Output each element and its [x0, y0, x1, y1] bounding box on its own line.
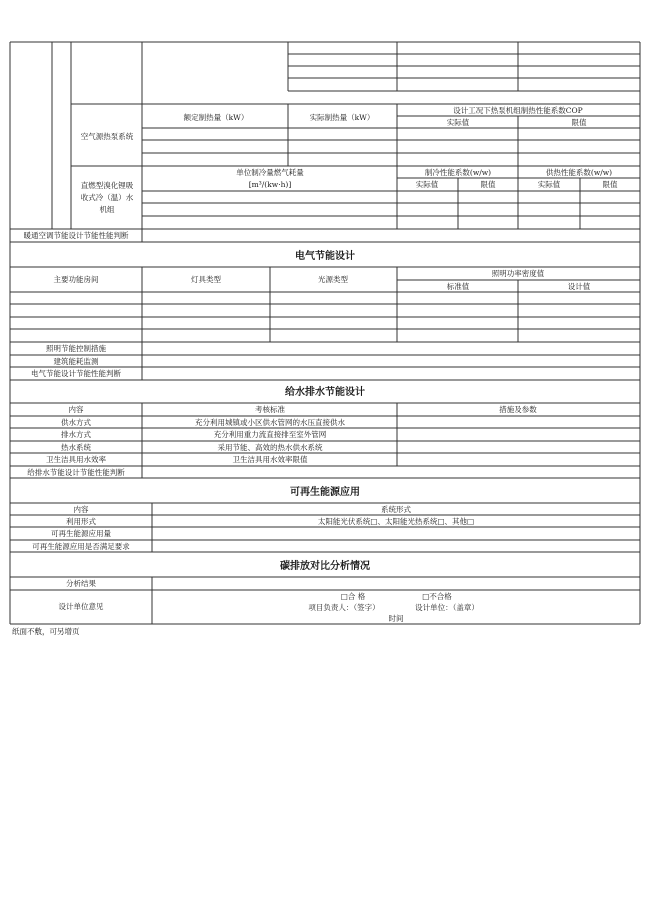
design-cop-header: 设计工况下热泵机组制热性能系数COP: [453, 106, 583, 115]
design-unit-seal: 设计单位：（盖章）: [415, 603, 479, 612]
fail-checkbox[interactable]: □不合格: [422, 592, 452, 601]
cooling-limit-header: 限值: [480, 180, 496, 189]
design-opinion-label: 设计单位意见: [58, 602, 104, 611]
water-row-content: 热水系统: [61, 443, 91, 452]
water-row-content: 排水方式: [61, 430, 91, 439]
renewable-content-header: 内容: [73, 505, 89, 514]
water-criteria-header: 考核标准: [255, 405, 285, 414]
water-row-criteria: 采用节能、高效的热水供水系统: [217, 443, 323, 452]
time-label: 时间: [388, 614, 404, 623]
lpd-header: 照明功率密度值: [491, 269, 545, 278]
water-row-criteria: 充分利用重力流直接排至室外管网: [213, 430, 327, 439]
project-leader-signature: 项目负责人：（签字）: [308, 603, 380, 612]
water-row-content: 供水方式: [61, 418, 91, 427]
light-source-type-header: 光源类型: [318, 275, 348, 284]
electrical-section-title: 电气节能设计: [295, 251, 355, 262]
water-judgment-label: 给排水节能设计节能性能判断: [27, 468, 125, 477]
cooling-performance-header: 制冷性能系数(w/w): [424, 168, 492, 177]
usage-form-label: 利用形式: [66, 517, 96, 526]
water-row-content: 卫生洁具用水效率: [46, 455, 106, 464]
water-row-criteria: 充分利用城镇或小区供水管网的水压直接供水: [195, 418, 345, 427]
analysis-result-label: 分析结果: [66, 579, 96, 588]
lighting-control-label: 照明节能控制措施: [46, 344, 106, 353]
unit-cooling-gas-header: 单位制冷量燃气耗量: [236, 168, 304, 177]
heating-limit-header: 限值: [602, 180, 618, 189]
absorption-chiller-label-line3: 机组: [99, 205, 115, 214]
cop-limit-header: 限值: [571, 118, 587, 127]
absorption-chiller-label-line2: 收式冷（温）水: [80, 193, 134, 202]
electrical-judgment-label: 电气节能设计节能性能判断: [31, 369, 121, 378]
main-rooms-header: 主要功能房间: [53, 275, 99, 284]
water-section-title: 给水排水节能设计: [285, 387, 365, 398]
carbon-section-title: 碳排放对比分析情况: [280, 561, 370, 572]
usage-amount-label: 可再生能源应用量: [51, 529, 111, 538]
unit-cooling-gas-unit: [m³/(kw·h)]: [248, 180, 292, 189]
lpd-standard-header: 标准值: [446, 282, 470, 291]
hvac-judgment-label: 暖通空调节能设计节能性能判断: [23, 231, 129, 240]
water-row-criteria: 卫生洁具用水效率限值: [232, 455, 308, 464]
usage-options: 太阳能光伏系统□、太阳能光热系统□、其他□: [317, 517, 475, 526]
cop-actual-header: 实际值: [446, 118, 470, 127]
cooling-actual-header: 实际值: [415, 180, 439, 189]
air-source-heat-pump-label: 空气源热泵系统: [80, 132, 134, 141]
renewable-section-title: 可再生能源应用: [290, 487, 360, 498]
heating-performance-header: 供热性能系数(w/w): [545, 168, 613, 177]
lpd-design-header: 设计值: [567, 282, 591, 291]
renewable-system-header: 系统形式: [381, 505, 411, 514]
heating-actual-header: 实际值: [537, 180, 561, 189]
water-content-header: 内容: [68, 405, 84, 414]
lamp-type-header: 灯具类型: [191, 275, 221, 284]
absorption-chiller-label-line1: 直燃型溴化锂吸: [80, 181, 134, 190]
water-measures-header: 措施及参数: [499, 405, 537, 414]
footnote: 纸面不敷，可另增页: [12, 627, 80, 636]
meets-requirement-label: 可再生能源应用是否满足要求: [32, 542, 130, 551]
actual-heating-capacity-header: 实际制热量（kW）: [309, 113, 375, 122]
rated-heating-capacity-header: 额定制热量（kW）: [183, 113, 249, 122]
energy-monitoring-label: 建筑能耗监测: [53, 357, 99, 366]
pass-checkbox[interactable]: □合 格: [340, 592, 366, 601]
